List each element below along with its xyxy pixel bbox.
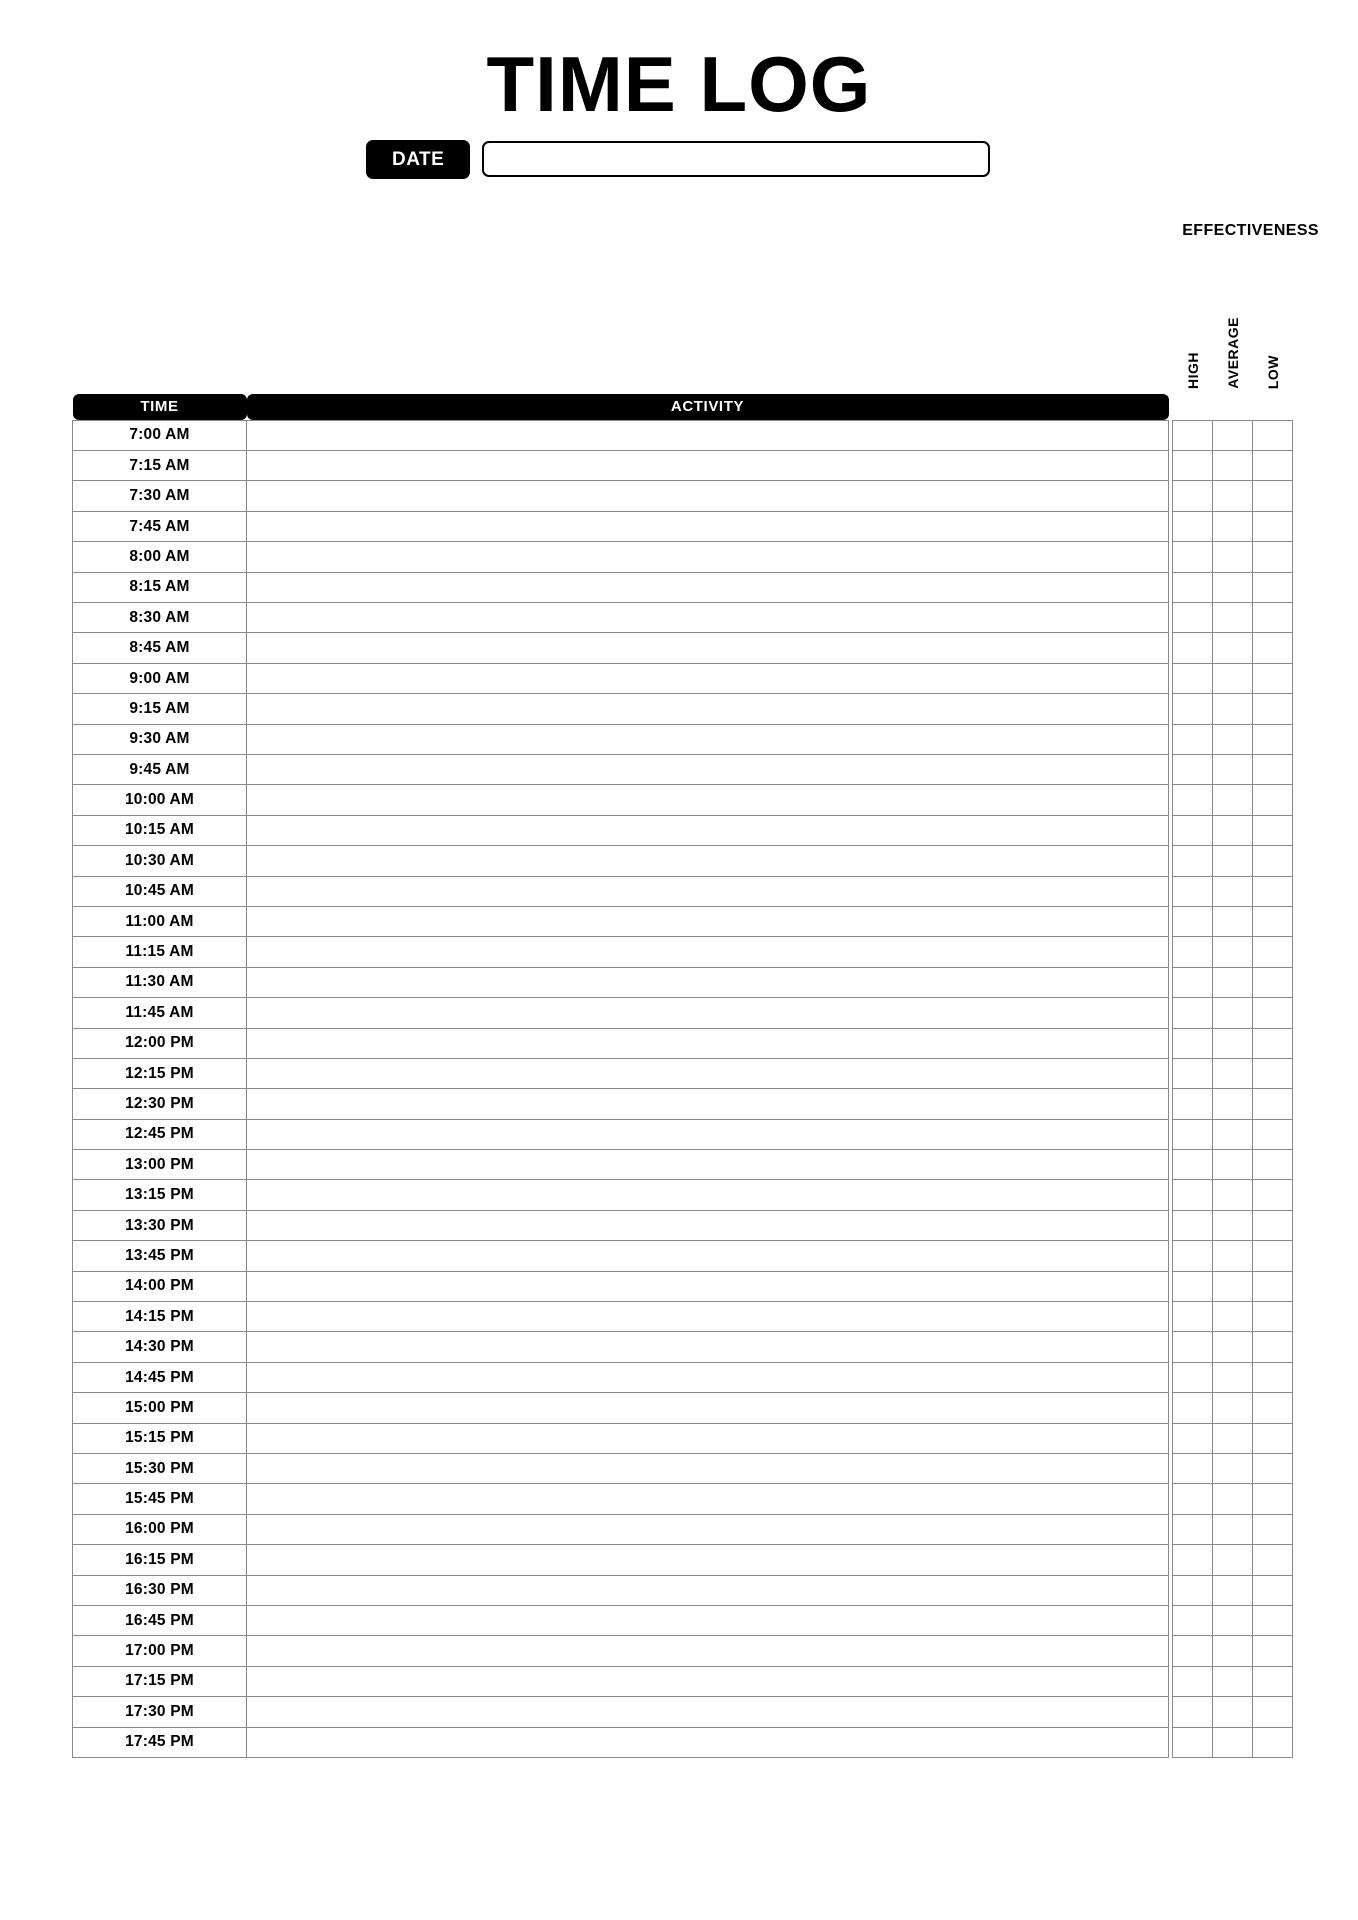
time-cell: 7:00 AM [73,420,247,450]
activity-cell[interactable] [247,1210,1169,1240]
activity-cell[interactable] [247,572,1169,602]
high-rating-cell[interactable] [1173,603,1213,633]
average-rating-cell[interactable] [1213,633,1253,663]
average-rating-cell[interactable] [1213,1727,1253,1757]
low-rating-cell[interactable] [1253,1362,1293,1392]
high-rating-cell[interactable] [1173,906,1213,936]
average-rating-cell[interactable] [1213,1575,1253,1605]
activity-cell[interactable] [247,420,1169,450]
low-rating-cell[interactable] [1253,1241,1293,1271]
time-cell: 9:15 AM [73,694,247,724]
average-rating-cell[interactable] [1213,1697,1253,1727]
header-low [1253,315,1293,394]
activity-cell[interactable] [247,603,1169,633]
high-rating-cell[interactable] [1173,1727,1213,1757]
average-rating-cell[interactable] [1213,785,1253,815]
high-rating-cell[interactable] [1173,542,1213,572]
header-high-label: HIGH [1184,351,1201,389]
time-log-table [72,315,1293,1758]
low-rating-cell[interactable] [1253,694,1293,724]
low-rating-cell[interactable] [1253,1119,1293,1149]
high-rating-cell[interactable] [1173,1636,1213,1666]
table-row [73,1089,1293,1119]
activity-cell[interactable] [247,1636,1169,1666]
high-rating-cell[interactable] [1173,1302,1213,1332]
low-rating-cell[interactable] [1253,511,1293,541]
average-rating-cell[interactable] [1213,511,1253,541]
table-row [73,451,1293,481]
low-rating-cell[interactable] [1253,1636,1293,1666]
activity-cell[interactable] [247,694,1169,724]
high-rating-cell[interactable] [1173,937,1213,967]
table-row [73,1180,1293,1210]
activity-cell[interactable] [247,1332,1169,1362]
high-rating-cell[interactable] [1173,1666,1213,1696]
header-low-spacer [1253,394,1293,421]
high-rating-cell[interactable] [1173,1271,1213,1301]
table-row [73,1271,1293,1301]
activity-cell[interactable] [247,1119,1169,1149]
time-cell: 15:45 PM [73,1484,247,1514]
average-rating-cell[interactable] [1213,998,1253,1028]
low-rating-cell[interactable] [1253,1545,1293,1575]
activity-cell[interactable] [247,663,1169,693]
time-cell: 12:45 PM [73,1119,247,1149]
time-cell: 13:30 PM [73,1210,247,1240]
table-row [73,998,1293,1028]
average-rating-cell[interactable] [1213,1666,1253,1696]
table-row [73,603,1293,633]
table-row [73,481,1293,511]
time-cell: 16:15 PM [73,1545,247,1575]
low-rating-cell[interactable] [1253,906,1293,936]
high-rating-cell[interactable] [1173,511,1213,541]
low-rating-cell[interactable] [1253,633,1293,663]
time-cell: 7:15 AM [73,451,247,481]
activity-cell[interactable] [247,1453,1169,1483]
time-cell: 16:45 PM [73,1605,247,1635]
time-cell: 15:15 PM [73,1423,247,1453]
date-row [0,140,1358,179]
time-cell: 14:15 PM [73,1302,247,1332]
table-header [73,315,1293,420]
activity-cell[interactable] [247,451,1169,481]
activity-cell[interactable] [247,1150,1169,1180]
table-row [73,1393,1293,1423]
time-cell: 13:45 PM [73,1241,247,1271]
high-rating-cell[interactable] [1173,1028,1213,1058]
time-cell: 16:30 PM [73,1575,247,1605]
high-rating-cell[interactable] [1173,846,1213,876]
table-row [73,663,1293,693]
time-cell: 14:00 PM [73,1271,247,1301]
time-cell: 12:30 PM [73,1089,247,1119]
time-cell: 8:15 AM [73,572,247,602]
table-row [73,1362,1293,1392]
table-row [73,1514,1293,1544]
average-rating-cell[interactable] [1213,1362,1253,1392]
high-rating-cell[interactable] [1173,1423,1213,1453]
time-cell: 14:45 PM [73,1362,247,1392]
low-rating-cell[interactable] [1253,572,1293,602]
high-rating-cell[interactable] [1173,451,1213,481]
average-rating-cell[interactable] [1213,1605,1253,1635]
page-title: TIME LOG [486,40,872,128]
time-cell: 17:15 PM [73,1666,247,1696]
low-rating-cell[interactable] [1253,1727,1293,1757]
high-rating-cell[interactable] [1173,1545,1213,1575]
activity-cell[interactable] [247,1423,1169,1453]
average-rating-cell[interactable] [1213,906,1253,936]
low-rating-cell[interactable] [1253,1089,1293,1119]
high-rating-cell[interactable] [1173,1180,1213,1210]
table-row [73,633,1293,663]
time-cell: 8:30 AM [73,603,247,633]
table-row [73,1241,1293,1271]
average-rating-cell[interactable] [1213,724,1253,754]
high-rating-cell[interactable] [1173,1150,1213,1180]
table-row [73,542,1293,572]
high-rating-cell[interactable] [1173,1362,1213,1392]
average-rating-cell[interactable] [1213,420,1253,450]
low-rating-cell[interactable] [1253,1332,1293,1362]
high-rating-cell[interactable] [1173,694,1213,724]
average-rating-cell[interactable] [1213,1332,1253,1362]
high-rating-cell[interactable] [1173,1332,1213,1362]
activity-cell[interactable] [247,1605,1169,1635]
activity-cell[interactable] [247,998,1169,1028]
low-rating-cell[interactable] [1253,967,1293,997]
high-rating-cell[interactable] [1173,815,1213,845]
table-row [73,1727,1293,1757]
average-rating-cell[interactable] [1213,1514,1253,1544]
header-average-spacer [1213,394,1253,421]
low-rating-cell[interactable] [1253,1058,1293,1088]
activity-cell[interactable] [247,937,1169,967]
low-rating-cell[interactable] [1253,755,1293,785]
time-cell: 11:45 AM [73,998,247,1028]
header-low-label: LOW [1264,354,1281,389]
high-rating-cell[interactable] [1173,1697,1213,1727]
low-rating-cell[interactable] [1253,815,1293,845]
low-rating-cell[interactable] [1253,542,1293,572]
table-row [73,1058,1293,1088]
table-row [73,1545,1293,1575]
average-rating-cell[interactable] [1213,1089,1253,1119]
high-rating-cell[interactable] [1173,1484,1213,1514]
header-high [1173,315,1213,394]
time-cell: 12:15 PM [73,1058,247,1088]
low-rating-cell[interactable] [1253,724,1293,754]
activity-cell[interactable] [247,967,1169,997]
low-rating-cell[interactable] [1253,1697,1293,1727]
low-rating-cell[interactable] [1253,1484,1293,1514]
table-row [73,1453,1293,1483]
activity-cell[interactable] [247,906,1169,936]
activity-cell[interactable] [247,876,1169,906]
low-rating-cell[interactable] [1253,1453,1293,1483]
activity-cell[interactable] [247,1666,1169,1696]
average-rating-cell[interactable] [1213,1636,1253,1666]
time-cell: 11:15 AM [73,937,247,967]
high-rating-cell[interactable] [1173,785,1213,815]
table-row [73,511,1293,541]
activity-cell[interactable] [247,1058,1169,1088]
high-rating-cell[interactable] [1173,663,1213,693]
high-rating-cell[interactable] [1173,724,1213,754]
average-rating-cell[interactable] [1213,542,1253,572]
activity-cell[interactable] [247,1028,1169,1058]
high-rating-cell[interactable] [1173,1453,1213,1483]
header-spacer-time [73,315,247,394]
table-row [73,846,1293,876]
average-rating-cell[interactable] [1213,1271,1253,1301]
table-row [73,1119,1293,1149]
time-cell: 16:00 PM [73,1514,247,1544]
activity-cell[interactable] [247,481,1169,511]
average-rating-cell[interactable] [1213,1210,1253,1240]
low-rating-cell[interactable] [1253,603,1293,633]
high-rating-cell[interactable] [1173,998,1213,1028]
low-rating-cell[interactable] [1253,1423,1293,1453]
time-cell: 11:00 AM [73,906,247,936]
high-rating-cell[interactable] [1173,633,1213,663]
time-cell: 10:15 AM [73,815,247,845]
time-cell: 15:30 PM [73,1453,247,1483]
activity-cell[interactable] [247,1727,1169,1757]
main-header-row [73,394,1293,421]
low-rating-cell[interactable] [1253,846,1293,876]
activity-cell[interactable] [247,846,1169,876]
average-rating-cell[interactable] [1213,603,1253,633]
high-rating-cell[interactable] [1173,481,1213,511]
table-row [73,937,1293,967]
activity-cell[interactable] [247,633,1169,663]
time-cell: 12:00 PM [73,1028,247,1058]
time-cell: 7:45 AM [73,511,247,541]
header-activity: ACTIVITY [247,394,1169,421]
time-log-table-wrapper [72,315,1288,1758]
table-row [73,785,1293,815]
table-row [73,1575,1293,1605]
average-rating-cell[interactable] [1213,451,1253,481]
table-row [73,1210,1293,1240]
low-rating-cell[interactable] [1253,1028,1293,1058]
time-cell: 11:30 AM [73,967,247,997]
activity-cell[interactable] [247,1180,1169,1210]
activity-cell[interactable] [247,1271,1169,1301]
time-cell: 7:30 AM [73,481,247,511]
header-time: TIME [73,394,247,421]
high-rating-cell[interactable] [1173,755,1213,785]
table-row [73,1605,1293,1635]
high-rating-cell[interactable] [1173,572,1213,602]
time-cell: 15:00 PM [73,1393,247,1423]
average-rating-cell[interactable] [1213,937,1253,967]
time-cell: 10:00 AM [73,785,247,815]
activity-cell[interactable] [247,1241,1169,1271]
average-rating-cell[interactable] [1213,1484,1253,1514]
activity-cell[interactable] [247,1362,1169,1392]
table-row [73,1484,1293,1514]
high-rating-cell[interactable] [1173,1210,1213,1240]
low-rating-cell[interactable] [1253,451,1293,481]
high-rating-cell[interactable] [1173,1575,1213,1605]
high-rating-cell[interactable] [1173,1605,1213,1635]
time-cell: 10:45 AM [73,876,247,906]
time-cell: 17:00 PM [73,1636,247,1666]
time-cell: 13:15 PM [73,1180,247,1210]
table-row [73,1150,1293,1180]
average-rating-cell[interactable] [1213,1028,1253,1058]
average-rating-cell[interactable] [1213,967,1253,997]
date-label: DATE [366,140,470,179]
activity-cell[interactable] [247,1514,1169,1544]
low-rating-cell[interactable] [1253,1150,1293,1180]
low-rating-cell[interactable] [1253,420,1293,450]
time-cell: 13:00 PM [73,1150,247,1180]
rotated-header-row [73,315,1293,394]
header-average-label: AVERAGE [1224,317,1241,389]
time-cell: 17:45 PM [73,1727,247,1757]
time-cell: 14:30 PM [73,1332,247,1362]
high-rating-cell[interactable] [1173,1514,1213,1544]
table-row [73,906,1293,936]
low-rating-cell[interactable] [1253,1666,1293,1696]
time-cell: 17:30 PM [73,1697,247,1727]
activity-cell[interactable] [247,542,1169,572]
table-row [73,1666,1293,1696]
low-rating-cell[interactable] [1253,481,1293,511]
activity-cell[interactable] [247,1393,1169,1423]
low-rating-cell[interactable] [1253,1210,1293,1240]
low-rating-cell[interactable] [1253,1302,1293,1332]
average-rating-cell[interactable] [1213,1302,1253,1332]
average-rating-cell[interactable] [1213,755,1253,785]
table-row [73,1697,1293,1727]
table-row [73,1636,1293,1666]
average-rating-cell[interactable] [1213,1150,1253,1180]
effectiveness-caption: EFFECTIVENESS [1182,222,1319,239]
header-spacer-activity [247,315,1169,394]
time-cell: 8:00 AM [73,542,247,572]
table-body [73,420,1293,1757]
time-cell: 10:30 AM [73,846,247,876]
low-rating-cell[interactable] [1253,1271,1293,1301]
high-rating-cell[interactable] [1173,1119,1213,1149]
average-rating-cell[interactable] [1213,1180,1253,1210]
table-row [73,876,1293,906]
table-row [73,724,1293,754]
time-cell: 8:45 AM [73,633,247,663]
time-cell: 9:30 AM [73,724,247,754]
average-rating-cell[interactable] [1213,1241,1253,1271]
activity-cell[interactable] [247,1302,1169,1332]
average-rating-cell[interactable] [1213,694,1253,724]
average-rating-cell[interactable] [1213,481,1253,511]
activity-cell[interactable] [247,724,1169,754]
header-high-spacer [1173,394,1213,421]
activity-cell[interactable] [247,1545,1169,1575]
average-rating-cell[interactable] [1213,1423,1253,1453]
table-row [73,755,1293,785]
table-row [73,1028,1293,1058]
low-rating-cell[interactable] [1253,1514,1293,1544]
low-rating-cell[interactable] [1253,998,1293,1028]
low-rating-cell[interactable] [1253,1180,1293,1210]
high-rating-cell[interactable] [1173,876,1213,906]
average-rating-cell[interactable] [1213,1453,1253,1483]
low-rating-cell[interactable] [1253,1575,1293,1605]
low-rating-cell[interactable] [1253,663,1293,693]
activity-cell[interactable] [247,815,1169,845]
table-row [73,572,1293,602]
high-rating-cell[interactable] [1173,1241,1213,1271]
average-rating-cell[interactable] [1213,815,1253,845]
table-row [73,694,1293,724]
low-rating-cell[interactable] [1253,876,1293,906]
time-cell: 9:00 AM [73,663,247,693]
average-rating-cell[interactable] [1213,1545,1253,1575]
high-rating-cell[interactable] [1173,1393,1213,1423]
activity-cell[interactable] [247,785,1169,815]
time-cell: 9:45 AM [73,755,247,785]
low-rating-cell[interactable] [1253,1393,1293,1423]
table-row [73,420,1293,450]
high-rating-cell[interactable] [1173,420,1213,450]
activity-cell[interactable] [247,1697,1169,1727]
low-rating-cell[interactable] [1253,937,1293,967]
activity-cell[interactable] [247,511,1169,541]
high-rating-cell[interactable] [1173,967,1213,997]
high-rating-cell[interactable] [1173,1089,1213,1119]
average-rating-cell[interactable] [1213,1393,1253,1423]
activity-cell[interactable] [247,1484,1169,1514]
average-rating-cell[interactable] [1213,1119,1253,1149]
low-rating-cell[interactable] [1253,785,1293,815]
table-row [73,1302,1293,1332]
date-input[interactable] [482,141,990,177]
average-rating-cell[interactable] [1213,663,1253,693]
average-rating-cell[interactable] [1213,1058,1253,1088]
table-row [73,1332,1293,1362]
table-row [73,1423,1293,1453]
activity-cell[interactable] [247,1089,1169,1119]
average-rating-cell[interactable] [1213,846,1253,876]
low-rating-cell[interactable] [1253,1605,1293,1635]
average-rating-cell[interactable] [1213,572,1253,602]
header-average [1213,315,1253,394]
activity-cell[interactable] [247,755,1169,785]
table-row [73,815,1293,845]
activity-cell[interactable] [247,1575,1169,1605]
table-row [73,967,1293,997]
average-rating-cell[interactable] [1213,876,1253,906]
high-rating-cell[interactable] [1173,1058,1213,1088]
